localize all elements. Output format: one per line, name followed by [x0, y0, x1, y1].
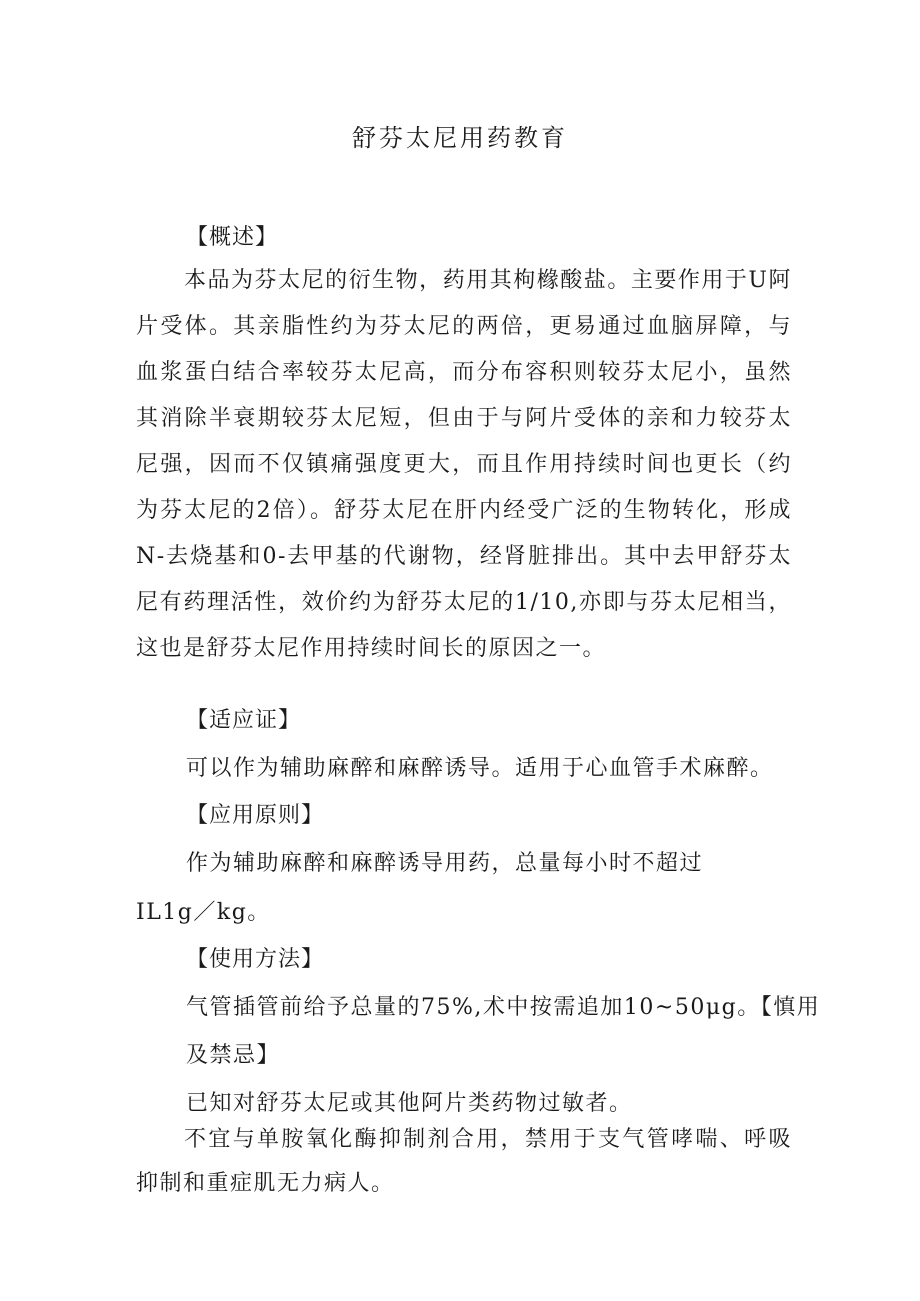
document-title: 舒芬太尼用药教育 [352, 124, 568, 152]
indications-paragraph: 可以作为辅助麻醉和麻醉诱导。适用于心血管手术麻醉。 [186, 756, 774, 781]
principles-paragraph-line2: IL1g／kg。 [136, 900, 271, 925]
cautions-heading-continuation: 及禁忌】 [186, 1043, 281, 1068]
usage-paragraph: 气管插管前给予总量的75%,术中按需追加10~50μg。【慎用 [186, 995, 821, 1020]
contraindication-line-1: 已知对舒芬太尼或其他阿片类药物过敏者。 [186, 1091, 633, 1116]
contraindication-line-2: 不宜与单胺氧化酶抑制剂合用，禁用于支气管哮喘、呼吸抑制和重症肌无力病人。 [136, 1127, 792, 1196]
principles-heading: 【应用原则】 [186, 803, 325, 828]
indications-heading: 【适应证】 [186, 708, 302, 733]
usage-heading: 【使用方法】 [186, 947, 325, 972]
overview-heading: 【概述】 [186, 225, 279, 250]
overview-paragraph: 本品为芬太尼的衍生物，药用其枸橼酸盐。主要作用于U阿片受体。其亲脂性约为芬太尼的两倍，更易通过血脑屏障，与血浆蛋白结合率较芬太尼高，而分布容积则较芬太尼小，虽然其消除半衰期较芬太尼短，但由于与阿片受体的亲和力较芬太尼强，因而不仅镇痛强度更大，而且作用持续时间也更长（约为芬太尼的2倍）。舒芬太尼在肝内经受广泛的生物转化，形成N-去烧基和0-去甲基的代谢物，经肾脏排出。其中去甲舒芬太尼有药理活性，效价约为舒芬太尼的1/10,亦即与芬太尼相当，这也是舒芬太尼作用持续时间长的原因之一。 [136, 268, 792, 661]
principles-paragraph-line1: 作为辅助麻醉和麻醉诱导用药，总量每小时不超过 [186, 851, 704, 876]
